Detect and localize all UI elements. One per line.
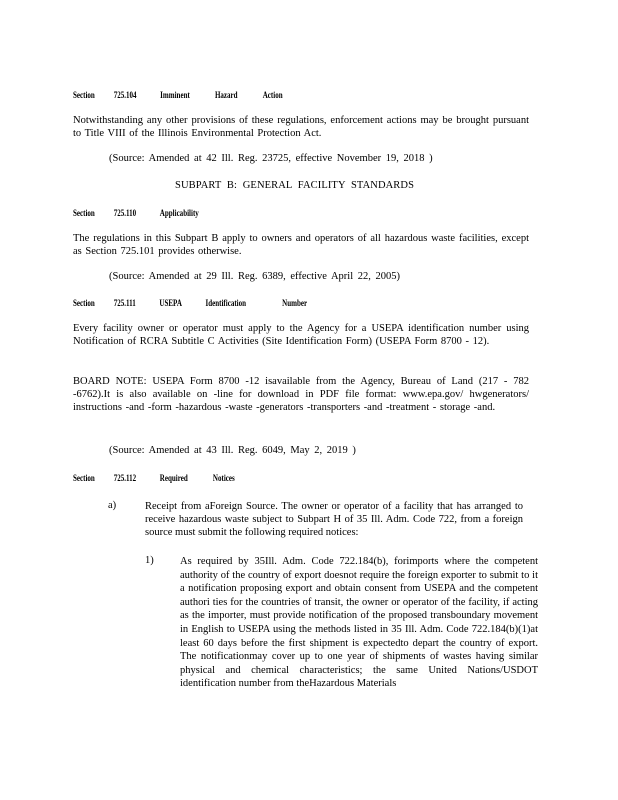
subsection-a-text: Receipt from aForeign Source. The owner or operator of a facility that has arranged to receive hazardous waste subject to Subpart H of 35 Ill. Adm. Code 722, from a foreign source must submit the following required notices: [145, 501, 523, 539]
section-label: Section [73, 298, 95, 308]
subsection-marker-a: a) [108, 500, 117, 511]
section-title-word: Number [282, 298, 308, 308]
source-note: (Source: Amended at 43 Ill. Reg. 6049, May 2, 2019 ) [109, 445, 356, 456]
section-heading-725-104 [73, 90, 283, 100]
paragraph-marker-1: 1) [145, 555, 154, 566]
section-label: Section [73, 473, 95, 483]
section-number: 725.111 [113, 298, 136, 308]
section-heading-725-110 [73, 208, 199, 218]
board-note: BOARD NOTE: USEPA Form 8700 -12 isavailable from the Agency, Bureau of Land (217 - 782 -6762).It is also available on -line for download in PDF file format: www.epa.gov/ hwgenerators/ instructions -and -form -hazardous -waste -generators -transporters -and -treatment - storage -and. [73, 376, 529, 414]
source-note: (Source: Amended at 29 Ill. Reg. 6389, effective April 22, 2005) [109, 271, 400, 282]
section-title-word: Applicability [159, 208, 199, 218]
section-title-word: USEPA [159, 298, 182, 308]
section-title-word: Imminent [160, 90, 190, 100]
section-label: Section [73, 90, 95, 100]
paragraph-1-text: As required by 35Ill. Adm. Code 722.184(b), forimports where the competent authority of the country of export doesnot require the foreign exporter to submit to it a notification proposing export and obtain consent from USEPA and the competent authori ties for the countries of transit, the owner or operator of the facility, if acting as the importer, must provide notification of the proposed transboundary movement in English to USEPA using the methods listed in 35 Ill. Adm. Code 722.184(b)(1)at least 60 days before the first shipment is expectedto depart the country of export. The notificationmay cover up to one year of shipments of wastes having similar physical and chemical characteristics; the same United Nations/USDOT identification number from theHazardous Materials [180, 556, 538, 690]
section-title-word: Action [262, 90, 283, 100]
section-title-word: Notices [212, 473, 235, 483]
section-number: 725.104 [113, 90, 137, 100]
section-body: Notwithstanding any other provisions of these regulations, enforcement actions may be brought pursuant to Title VIII of the Illinois Environmental Protection Act. [73, 115, 529, 140]
section-title-word: Identification [205, 298, 247, 308]
section-number: 725.112 [113, 473, 137, 483]
section-title-word: Hazard [214, 90, 238, 100]
section-body: Every facility owner or operator must apply to the Agency for a USEPA identification number using Notification of RCRA Subtitle C Activities (Site Identification Form) (USEPA Form 8700 - 12). [73, 323, 529, 348]
section-title-word: Required [159, 473, 188, 483]
section-heading-725-111 [73, 298, 307, 308]
source-note: (Source: Amended at 42 Ill. Reg. 23725, effective November 19, 2018 ) [109, 153, 433, 164]
section-body: The regulations in this Subpart B apply to owners and operators of all hazardous waste facilities, except as Section 725.101 provides otherwise. [73, 233, 529, 258]
section-heading-725-112 [73, 473, 235, 483]
section-label: Section [73, 208, 95, 218]
section-number: 725.110 [113, 208, 137, 218]
subpart-heading: SUBPART B: GENERAL FACILITY STANDARDS [175, 180, 415, 191]
